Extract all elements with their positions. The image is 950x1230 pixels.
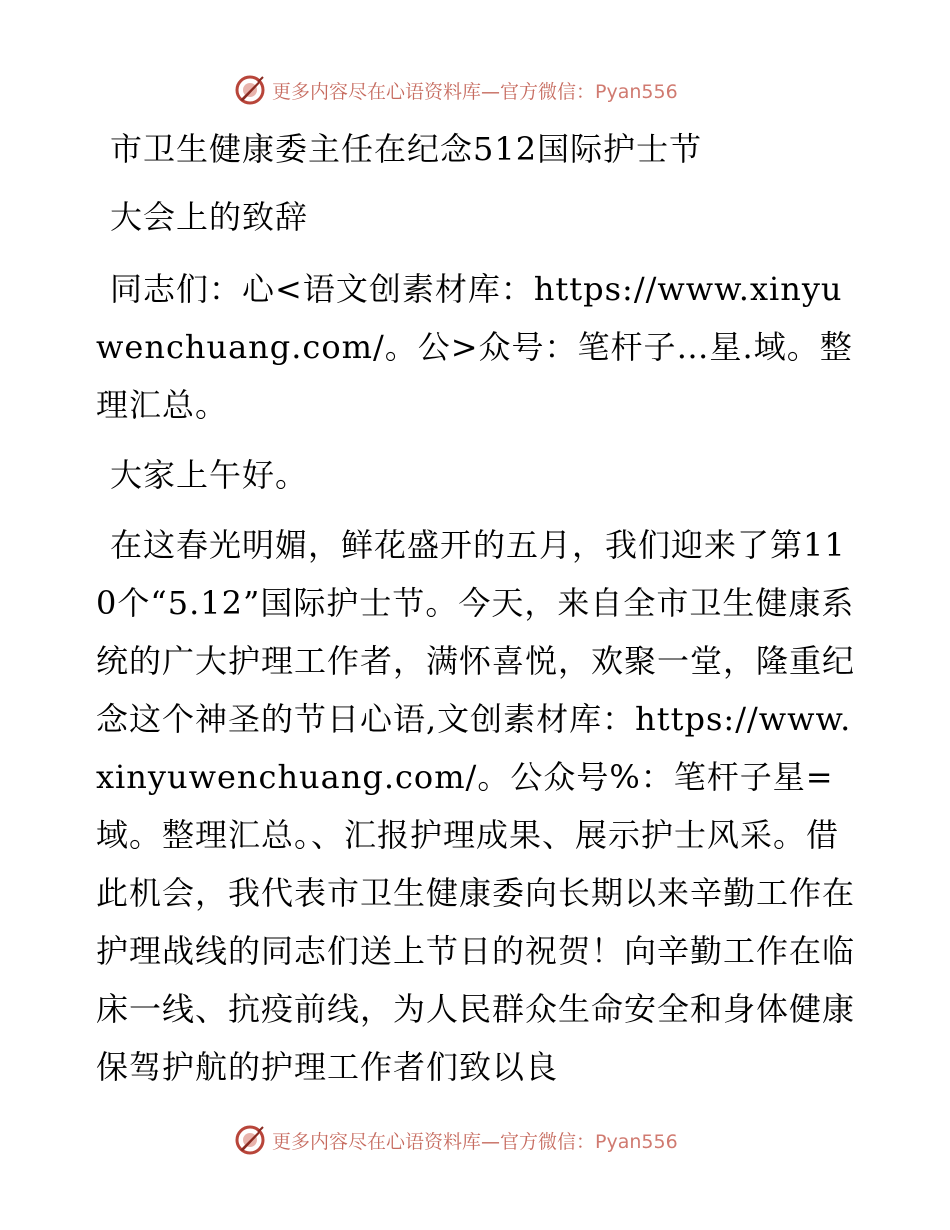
header-banner xyxy=(234,72,714,108)
banner-wechat-handle: Pyan556 xyxy=(595,1130,678,1153)
document-body xyxy=(96,120,856,1096)
body-paragraph: 在这春光明媚，鲜花盛开的五月，我们迎来了第110个“5.12”国际护士节。今天，来自全市卫生健康系统的广大护理工作者，满怀喜悦，欢聚一堂，隆重纪念这个神圣的节日心语,文创素材库：https://www.xinyuwenchuang.com/。公众号%：笔杆子星=域。整理汇总。、汇报护理成果、展示护士风采。借此机会，我代表市卫生健康委向长期以来辛勤工作在护理战线的同志们送上节日的祝贺！向辛勤工作在临床一线、抗疫前线，为人民群众生命安全和身体健康保驾护航的护理工作者们致以良 xyxy=(96,526,856,1086)
quill-pen-logo-icon xyxy=(234,74,266,106)
banner-wechat-handle: Pyan556 xyxy=(595,80,678,103)
footer-banner xyxy=(234,1122,714,1158)
document-title: 市卫生健康委主任在纪念512国际护士节 xyxy=(110,130,703,168)
banner-text: 更多内容尽在心语资料库—官方微信：Pyan556 xyxy=(272,1130,678,1153)
document-subtitle: 大会上的致辞 xyxy=(110,198,309,236)
greeting-paragraph: 大家上午好。 xyxy=(110,456,309,494)
banner-text: 更多内容尽在心语资料库—官方微信：Pyan556 xyxy=(272,80,678,103)
quill-pen-logo-icon xyxy=(234,1124,266,1156)
salutation-paragraph: 同志们：心<语文创素材库：https://www.xinyuwenchuang.com/。公>众号：笔杆子…星.域。整理汇总。 xyxy=(96,270,853,424)
